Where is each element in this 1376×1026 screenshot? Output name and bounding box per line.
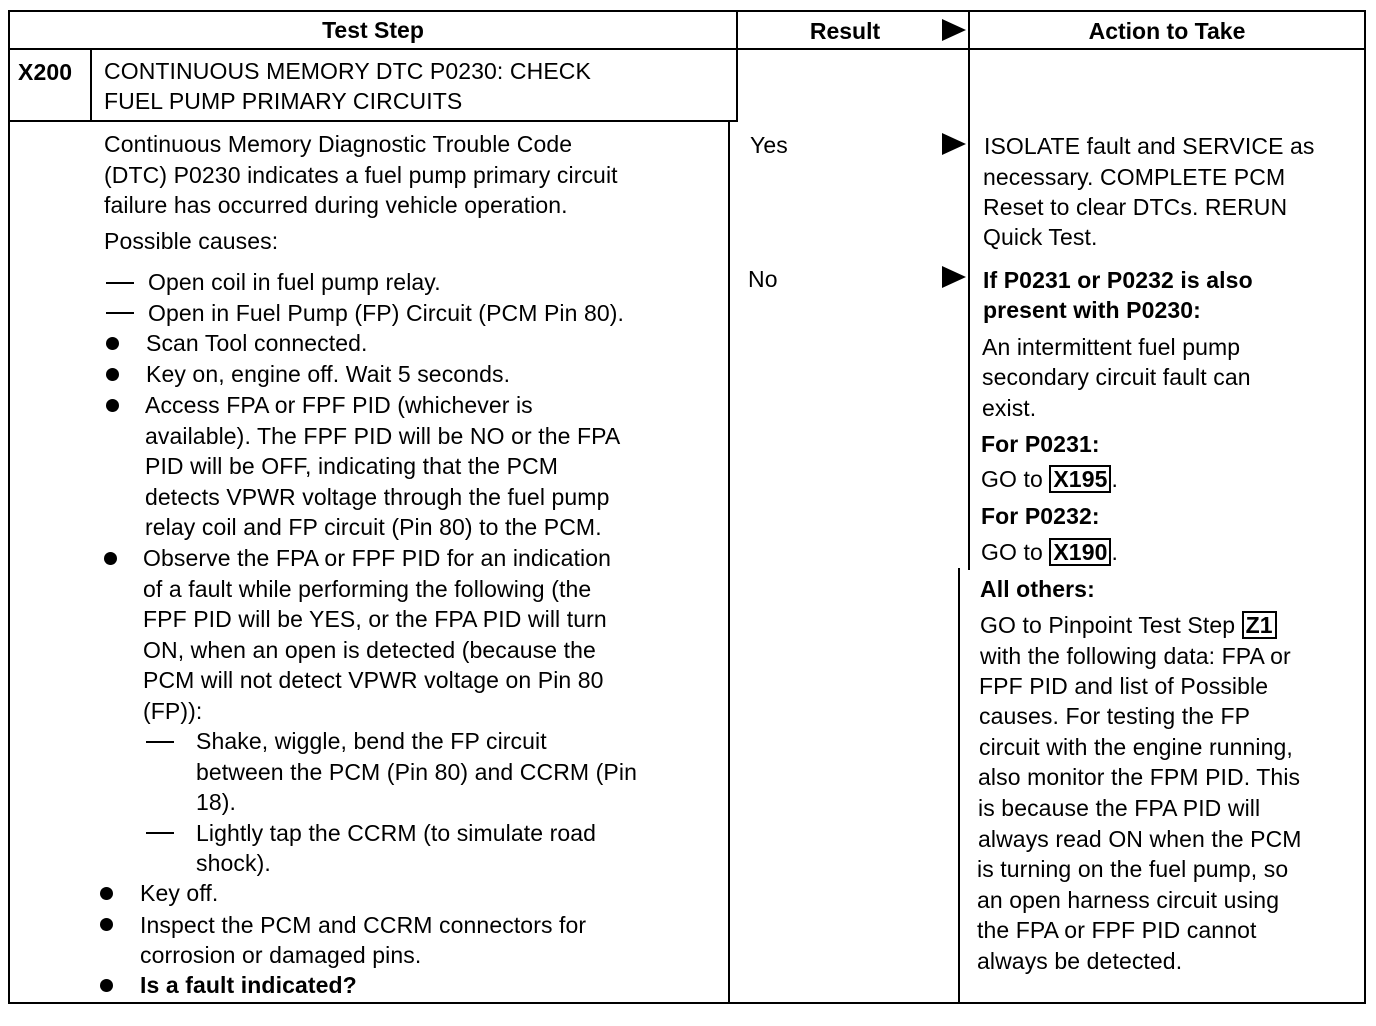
action-column-rule-upper [968, 10, 970, 570]
step-item-line: available). The FPF PID will be NO or the FPA [145, 423, 621, 449]
intro-line-2: (DTC) P0230 indicates a fuel pump primary circuit [104, 162, 618, 188]
yes-action-line: Reset to clear DTCs. RERUN [983, 194, 1288, 220]
others-line: is turning on the fuel pump, so [977, 856, 1289, 882]
intro-line-1: Continuous Memory Diagnostic Trouble Code [104, 131, 573, 157]
header-result: Result [809, 18, 881, 44]
header-action: Action to Take [1088, 18, 1246, 44]
no-intro-line: exist. [982, 395, 1037, 421]
link-z1[interactable]: Z1 [1242, 611, 1277, 639]
table-top-border [8, 10, 1366, 12]
no-heading-line: present with P0230: [983, 297, 1201, 323]
p0231-goto: GO to X195 . [981, 466, 1118, 492]
step-title-bottom-rule [8, 120, 738, 122]
p0231-label: For P0231: [981, 431, 1100, 457]
step-item-line: relay coil and FP circuit (Pin 80) to the PCM. [145, 514, 602, 540]
substep-line: shock). [196, 850, 271, 876]
step-item-line: of a fault while performing the following (the [143, 576, 592, 602]
dash-icon [106, 282, 134, 284]
step-title-line-2: FUEL PUMP PRIMARY CIRCUITS [104, 88, 463, 114]
bullet-icon [104, 552, 117, 565]
others-line: causes. For testing the FP [979, 703, 1251, 729]
step-item-line: detects VPWR voltage through the fuel pump [145, 484, 610, 510]
header-bottom-rule [8, 48, 1366, 50]
yes-arrow-icon [942, 133, 966, 155]
others-line: FPF PID and list of Possible [979, 673, 1269, 699]
table-bottom-border [8, 1002, 1366, 1004]
others-line: always be detected. [977, 948, 1183, 974]
question: Is a fault indicated? [140, 972, 357, 998]
step-item-line: PID will be OFF, indicating that the PCM [145, 453, 559, 479]
others-line: always read ON when the PCM [978, 826, 1302, 852]
bullet-icon [106, 368, 119, 381]
no-heading-line: If P0231 or P0232 is also [983, 267, 1253, 293]
table-left-border [8, 10, 10, 1004]
result-yes: Yes [750, 132, 788, 158]
step-title-line-1: CONTINUOUS MEMORY DTC P0230: CHECK [104, 58, 591, 84]
substep-line: Lightly tap the CCRM (to simulate road [196, 820, 597, 846]
bullet-icon [106, 399, 119, 412]
step-id: X200 [18, 59, 73, 85]
final-step-line: Inspect the PCM and CCRM connectors for [140, 912, 587, 938]
intro-line-3: failure has occurred during vehicle operation. [104, 192, 568, 218]
table-right-border [1364, 10, 1366, 1004]
no-arrow-icon [942, 266, 966, 288]
substep-line: 18). [196, 789, 237, 815]
others-goto [980, 610, 1277, 641]
final-step-line: Key off. [140, 880, 219, 906]
action-column-rule-lower [958, 568, 960, 1004]
step-item-line: ON, when an open is detected (because the [143, 637, 596, 663]
bullet-icon [100, 918, 113, 931]
step-item-line: Key on, engine off. Wait 5 seconds. [146, 361, 511, 387]
step-item-line: Scan Tool connected. [146, 330, 368, 356]
possible-causes-label: Possible causes: [104, 228, 279, 254]
others-line: with the following data: FPA or [980, 643, 1291, 669]
bullet-icon [106, 337, 119, 350]
step-item-line: Observe the FPA or FPF PID for an indication [143, 545, 612, 571]
substep-line: Shake, wiggle, bend the FP circuit [196, 728, 547, 754]
substep-line: between the PCM (Pin 80) and CCRM (Pin [196, 759, 637, 785]
yes-action-line: Quick Test. [983, 224, 1098, 250]
others-line: the FPA or FPF PID cannot [977, 917, 1257, 943]
others-line: circuit with the engine running, [979, 734, 1293, 760]
dash-icon [106, 312, 134, 314]
no-intro-line: secondary circuit fault can [982, 364, 1251, 390]
p0232-goto-text: GO to [981, 539, 1043, 565]
step-item-line: Access FPA or FPF PID (whichever is [145, 392, 533, 418]
step-item-line: PCM will not detect VPWR voltage on Pin 80 [143, 667, 604, 693]
bullet-icon [100, 887, 113, 900]
header-arrow-icon [942, 19, 966, 41]
link-x195[interactable]: X195 [1049, 465, 1111, 493]
result-column-rule-upper [736, 10, 738, 122]
others-line: an open harness circuit using [977, 887, 1280, 913]
p0231-goto-text: GO to [981, 466, 1043, 492]
step-item-line: FPF PID will be YES, or the FPA PID will turn [143, 606, 607, 632]
p0232-label: For P0232: [981, 503, 1100, 529]
result-no: No [748, 266, 778, 292]
final-step-line: corrosion or damaged pins. [140, 942, 422, 968]
yes-action-line: ISOLATE fault and SERVICE as [984, 133, 1315, 159]
cause-item: Open coil in fuel pump relay. [148, 269, 441, 295]
cause-item: Open in Fuel Pump (FP) Circuit (PCM Pin 80). [148, 300, 625, 326]
header-test-step: Test Step [322, 17, 424, 43]
others-line: is because the FPA PID will [978, 795, 1261, 821]
link-x190[interactable]: X190 [1049, 538, 1111, 566]
dash-icon [146, 741, 174, 743]
result-column-rule-lower [728, 120, 730, 1004]
dash-icon [146, 832, 174, 834]
others-label: All others: [980, 576, 1095, 602]
bullet-icon [100, 979, 113, 992]
others-line: also monitor the FPM PID. This [978, 764, 1301, 790]
id-column-rule [90, 48, 92, 122]
p0232-goto: GO to X190 . [981, 539, 1118, 565]
others-goto-text: GO to Pinpoint Test Step [980, 612, 1236, 638]
no-intro-line: An intermittent fuel pump [982, 334, 1241, 360]
step-item-line: (FP)): [143, 698, 203, 724]
yes-action-line: necessary. COMPLETE PCM [983, 164, 1286, 190]
